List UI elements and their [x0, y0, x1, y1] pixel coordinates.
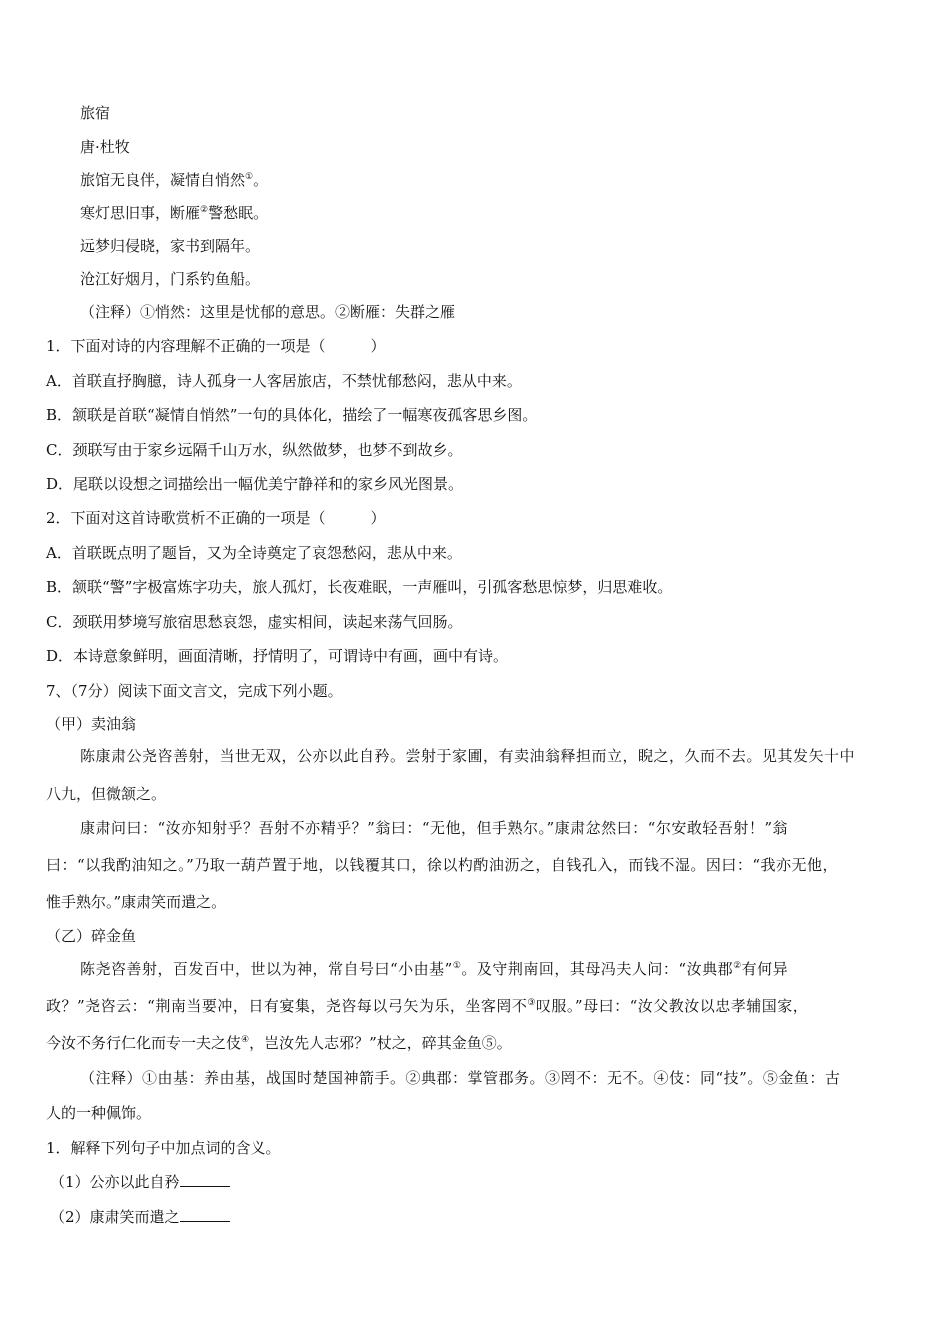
passage-jia-line: 八九，但微颔之。 [46, 785, 167, 803]
passage-yi-title: （乙）碎金鱼 [46, 927, 137, 945]
poem-line-3: 远梦归侵晓，家书到隔年。 [80, 237, 261, 255]
q7-sub1-item-1: （1）公亦以此自矜 [50, 1172, 230, 1192]
poem-note: （注释）①悄然：这里是忧郁的意思。②断雁：失群之雁 [80, 303, 456, 321]
q2-option-b: B．颔联“警”字极富炼字功夫，旅人孤灯，长夜难眠，一声雁叫，引孤客愁思惊梦，归思难收。 [46, 578, 673, 596]
q2-option-d: D．本诗意象鲜明，画面清晰，抒情明了，可谓诗中有画，画中有诗。 [46, 647, 509, 665]
q2-option-a: A．首联既点明了题旨，又为全诗奠定了哀怨愁闷，悲从中来。 [46, 544, 462, 562]
q2-stem: 2．下面对这首诗歌赏析不正确的一项是（ ） [46, 509, 386, 527]
poem-line-2: 寒灯思旧事，断雁②警愁眠。 [80, 204, 269, 222]
passage-jia-line: 康肃问曰：“汝亦知射乎？吾射不亦精乎？”翁曰：“无他，但手熟尔。”康肃忿然曰：“尔安敢轻吾射！”翁 [80, 819, 789, 837]
poem-author: 唐·杜牧 [80, 138, 130, 156]
passage-jia-title: （甲）卖油翁 [46, 715, 137, 733]
poem-line-4: 沧江好烟月，门系钓鱼船。 [80, 270, 261, 288]
q7-sub1-stem: 1．解释下列句子中加点词的含义。 [46, 1139, 281, 1157]
footnote-marker: ① [245, 172, 254, 182]
footnote-marker: ④ [241, 1035, 250, 1045]
passage-jia-line: 陈康肃公尧咨善射，当世无双，公亦以此自矜。尝射于家圃，有卖油翁释担而立，睨之，久而不去。见其发矢十中 [80, 747, 856, 765]
footnote-marker: ② [200, 205, 209, 215]
q7-heading: 7、（7分）阅读下面文言文，完成下列小题。 [46, 682, 343, 700]
footnote-marker: ① [452, 961, 462, 971]
q1-stem: 1．下面对诗的内容理解不正确的一项是（ ） [46, 337, 386, 355]
passage-yi-line: 政？”尧咨云：“荆南当要冲，日有宴集，尧咨每以弓矢为乐，坐客罔不③叹服。”母曰：“汝父教汝以忠孝辅国家， [46, 997, 809, 1015]
answer-blank[interactable] [180, 1172, 230, 1187]
answer-blank[interactable] [180, 1207, 230, 1222]
q7-sub1-item-2: （2）康肃笑而遣之 [50, 1207, 230, 1227]
q2-option-c: C．颈联用梦境写旅宿思愁哀怨，虚实相间，读起来荡气回肠。 [46, 613, 463, 631]
q1-option-b: B．颔联是首联“凝情自悄然”一句的具体化，描绘了一幅寒夜孤客思乡图。 [46, 406, 538, 424]
poem-title: 旅宿 [80, 104, 111, 122]
passage-yi-line: 陈尧咨善射，百发百中，世以为神，常自号曰“小由基”①。及守荆南回，其母冯夫人问：“汝典郡②有何异 [80, 960, 789, 978]
passage-note: 人的一种佩饰。 [46, 1104, 152, 1122]
q1-option-d: D．尾联以设想之词描绘出一幅优美宁静祥和的家乡风光图景。 [46, 475, 464, 493]
passage-yi-line: 今汝不务行仁化而专一夫之伎④，岂汝先人志邪？”杖之，碎其金鱼⑤。 [46, 1034, 512, 1052]
passage-jia-line: 惟手熟尔。”康肃笑而遣之。 [46, 893, 227, 911]
passage-note: （注释）①由基：养由基，战国时楚国神箭手。②典郡：掌管郡务。③罔不：无不。④伎：同“技”。⑤金鱼：古 [80, 1069, 841, 1087]
footnote-marker: ③ [527, 998, 536, 1008]
footnote-marker: ② [733, 961, 742, 971]
q1-option-c: C．颈联写由于家乡远隔千山万水，纵然做梦，也梦不到故乡。 [46, 441, 463, 459]
passage-jia-line: 曰：“以我酌油知之。”乃取一葫芦置于地，以钱覆其口，徐以杓酌油沥之，自钱孔入，而钱不湿。因曰：“我亦无他， [46, 856, 839, 874]
q1-option-a: A．首联直抒胸臆，诗人孤身一人客居旅店，不禁忧郁愁闷，悲从中来。 [46, 372, 522, 390]
poem-line-1: 旅馆无良伴，凝情自悄然①。 [80, 171, 269, 189]
